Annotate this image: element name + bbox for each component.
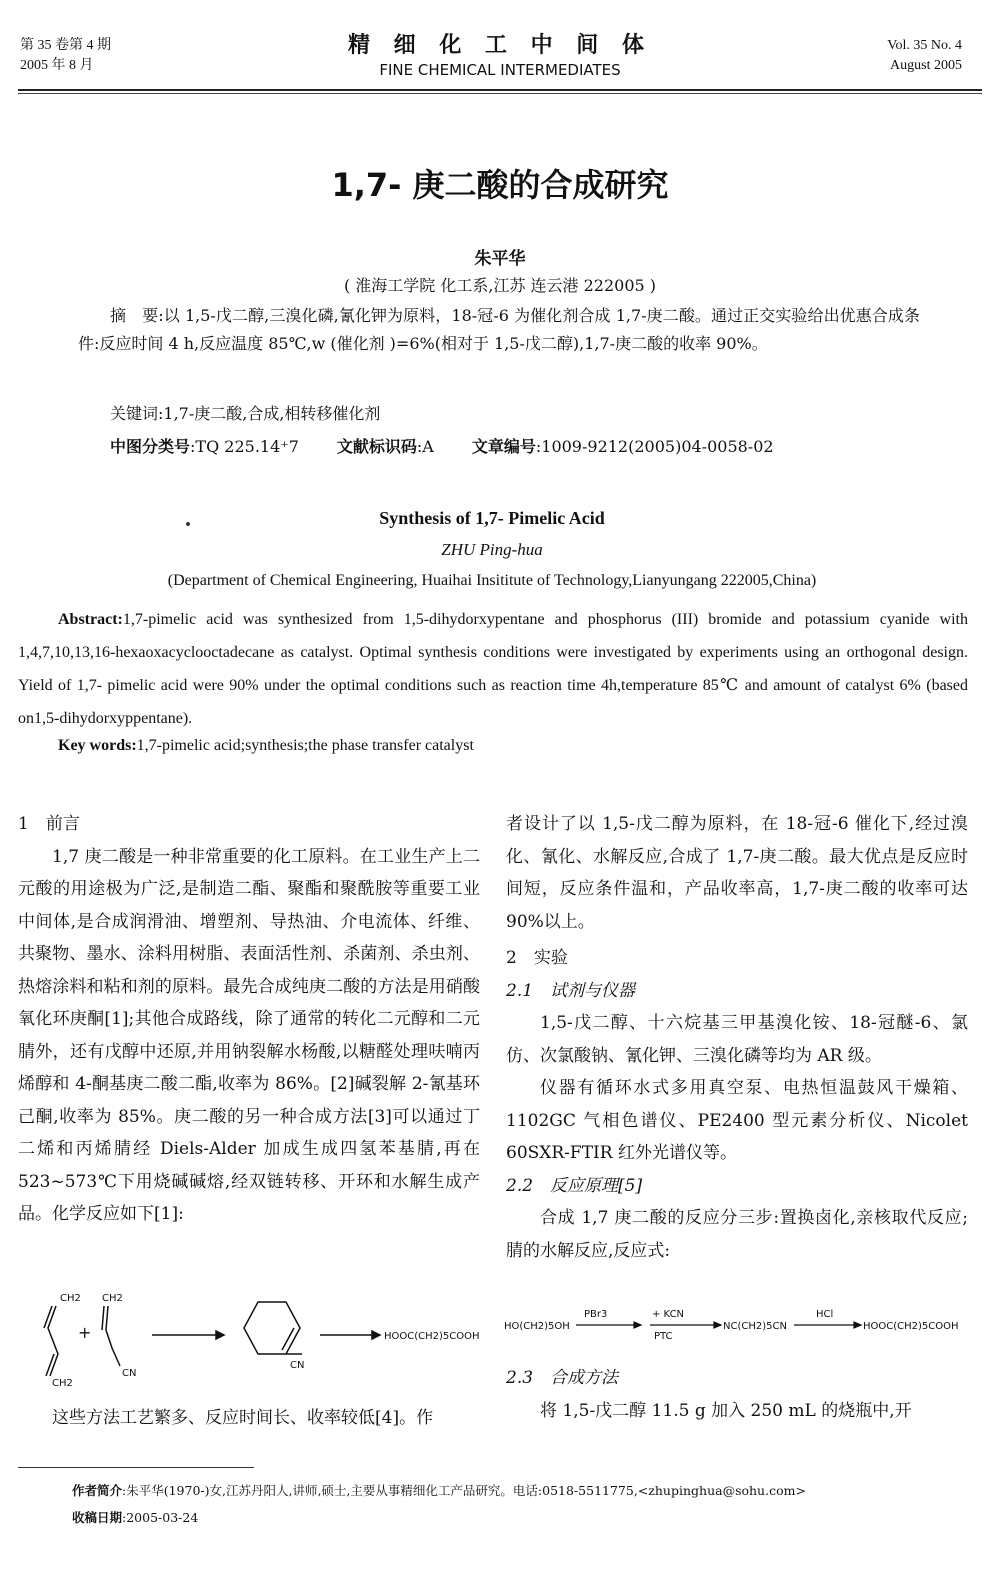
clc-value: :TQ 225.14⁺7: [190, 437, 299, 456]
doc-code-value: :A: [416, 437, 434, 456]
header-rule: [18, 89, 982, 91]
reagents-paragraph: 1,5-戊二醇、十六烷基三甲基溴化铵、18-冠醚-6、氯仿、次氯酸钠、氰化钾、三溴化磷等均为 AR 级。: [506, 1013, 968, 1066]
intro-paragraph: 1,7 庚二酸是一种非常重要的化工原料。在工业生产上二元酸的用途极为广泛,是制造二酯、聚酯和聚酰胺等重要工业中间体,是合成润滑油、增塑剂、导热油、介电流体、纤维、共聚物、墨水、涂料用树脂、表面活性剂、杀菌剂、杀虫剂、热熔涂料和粘和剂的原料。最先合成纯庚二酸的方法是用硝酸氧化环庚酮[1];其他合成路线，除了通常的转化二元醇和二元腈外，还有戊醇中还原,并用钠裂解水杨酸,以糖醛处理呋喃丙烯醇和 4-酮基庚二酸二酯,收率为 86%。[2]碱裂解 2-氰基环己酮,收率为 85%。庚二酸的另一种合成方法[3]可以通过丁二烯和丙烯腈经 Diels-Alder 加成生成四氢苯基腈,再在 523~573℃下用烧碱碱熔,经双链转移、开环和水解生成产品。化学反应如下[1]:: [18, 846, 480, 1224]
english-abstract-label: Abstract:: [58, 611, 123, 628]
footnote-rule: [18, 1467, 254, 1468]
header-volume: 第 35 卷第 4 期: [20, 38, 111, 53]
intro-paragraph-cont: [18, 1402, 480, 1435]
author-bio-text: :朱平华(1970-)女,江苏丹阳人,讲师,硕士,主要从事精细化工产品研究。电话:0518-5511775,<zhupinghua@sohu.com>: [122, 1483, 806, 1498]
journal-title: [300, 28, 700, 79]
section-2-heading: 2 实验: [506, 948, 568, 968]
english-abstract: [18, 603, 968, 735]
author-bio-label: 作者简介: [72, 1483, 123, 1498]
english-keywords: [58, 737, 474, 755]
doc-code-label: 文献标识码: [336, 437, 417, 456]
author-bio: [72, 1481, 806, 1499]
rxn2-reagent-hcl: HCl: [816, 1309, 834, 1320]
received-date-label: 收稿日期: [72, 1510, 123, 1525]
reaction-scheme-synthesis: [504, 1303, 974, 1345]
section-2-2-heading: 2.2 反应原理[5]: [506, 1175, 643, 1196]
english-affiliation: (Department of Chemical Engineering, Huaihai Insititute of Technology,Lianyungang 222005,China): [167, 572, 817, 589]
rxn2-start: HO(CH2)5OH: [504, 1321, 570, 1332]
ch2-label-a: CH2: [60, 1293, 81, 1304]
rxn2-product: HOOC(CH2)5COOH: [863, 1321, 959, 1332]
section-2-3-heading: 2.3 合成方法: [506, 1368, 619, 1388]
rxn2-reagent-kcn: + KCN: [652, 1309, 685, 1320]
intro-paragraph-end: 这些方法工艺繁多、反应时间长、收率较低[4]。作: [52, 1408, 434, 1428]
section-1-heading: 1 前言: [18, 814, 80, 834]
intro-continuation: 者设计了以 1,5-戊二醇为原料，在 18-冠-6 催化下,经过溴化、氰化、水解反应,合成了 1,7-庚二酸。最大优点是反应时间短，反应条件温和，产品收率高，1,7-庚二酸的收率可达 90%以上。: [506, 814, 968, 932]
rxn2-reagent-ptc: PTC: [654, 1331, 673, 1342]
header-volume-en: Vol. 35 No. 4: [887, 38, 962, 53]
journal-title-en: FINE CHEMICAL INTERMEDIATES: [379, 61, 621, 79]
ch2-label-c: CH2: [52, 1378, 73, 1389]
principle-paragraph: 合成 1,7 庚二酸的反应分三步:置换卤化,亲核取代反应;腈的水解反应,反应式:: [506, 1208, 968, 1261]
product-label: HOOC(CH2)5COOH: [384, 1331, 480, 1342]
body-right-column: [506, 808, 968, 1267]
english-title: Synthesis of 1,7- Pimelic Acid: [379, 508, 605, 528]
clc-label: 中图分类号: [110, 437, 191, 456]
english-keywords-text: 1,7-pimelic acid;synthesis;the phase transfer catalyst: [136, 737, 474, 754]
method-paragraph: 将 1,5-戊二醇 11.5 g 加入 250 mL 的烧瓶中,开: [540, 1400, 912, 1421]
abstract-cn: 摘 要:以 1,5-戊二醇,三溴化磷,氰化钾为原料，18-冠-6 为催化剂合成 1,7-庚二酸。通过正交实验给出优惠合成条件:反应时间 4 h,反应温度 85℃,w (催化剂 )=6%(相对于 1,5-戊二醇),1,7-庚二酸的收率 90%。: [78, 306, 920, 353]
english-keywords-label: Key words:: [58, 737, 137, 754]
rxn2-intermediate: NC(CH2)5CN: [723, 1321, 787, 1332]
received-date: [72, 1508, 198, 1526]
header-volume-info-en: [887, 36, 962, 76]
paper-title: 1,7- 庚二酸的合成研究: [331, 166, 669, 204]
section-2-1-heading: 2.1 试剂与仪器: [506, 980, 636, 1001]
header-date: 2005 年 8 月: [20, 58, 94, 73]
body-left-column: [18, 808, 480, 1231]
rxn2-reagent-pbr3: PBr3: [584, 1309, 608, 1320]
plus-sign: +: [78, 1323, 92, 1342]
header-date-en: August 2005: [890, 58, 962, 73]
cn-label-b: CN: [290, 1360, 305, 1371]
affiliation: ( 淮海工学院 化工系,江苏 连云港 222005 ): [343, 276, 657, 295]
header-rule-thin: [18, 93, 982, 94]
received-date-text: :2005-03-24: [122, 1510, 199, 1525]
article-number-label: 文章编号: [471, 437, 536, 456]
journal-title-cn: 精 细 化 工 中 间 体: [348, 32, 652, 58]
article-number-value: :1009-9212(2005)04-0058-02: [535, 437, 774, 456]
english-abstract-text: 1,7-pimelic acid was synthesized from 1,5-dihydorxypentane and phosphorus (III) bromide and potassium cyanide with 1,4,7,10,13,16-hexaoxacyclooctadecane as catalyst. Optimal synthesis conditions were investigated by experiments using an orthogonal design. Yield of 1,7- pimelic acid were 90% under the optimal conditions such as reaction time 4h,temperature 85℃ and amount of catalyst 6% (based on1,5-dihydorxyppentane).: [18, 611, 968, 727]
classification-line: [110, 434, 774, 457]
instruments-paragraph: 仪器有循环水式多用真空泵、电热恒温鼓风干燥箱、1102GC 气相色谱仪、PE2400 型元素分析仪、Nicolet 60SXR-FTIR 红外光谱仪等。: [506, 1078, 968, 1163]
cn-label-a: CN: [122, 1368, 137, 1379]
body-right-column-end: [506, 1362, 968, 1427]
reaction-scheme-diels-alder: [30, 1288, 480, 1390]
keywords-cn: 关键词:1,7-庚二酸,合成,相转移催化剂: [110, 404, 381, 423]
author-name: 朱平华: [474, 249, 526, 269]
header-volume-info: [20, 36, 111, 76]
english-author: ZHU Ping-hua: [441, 540, 543, 559]
ch2-label-b: CH2: [102, 1293, 123, 1304]
